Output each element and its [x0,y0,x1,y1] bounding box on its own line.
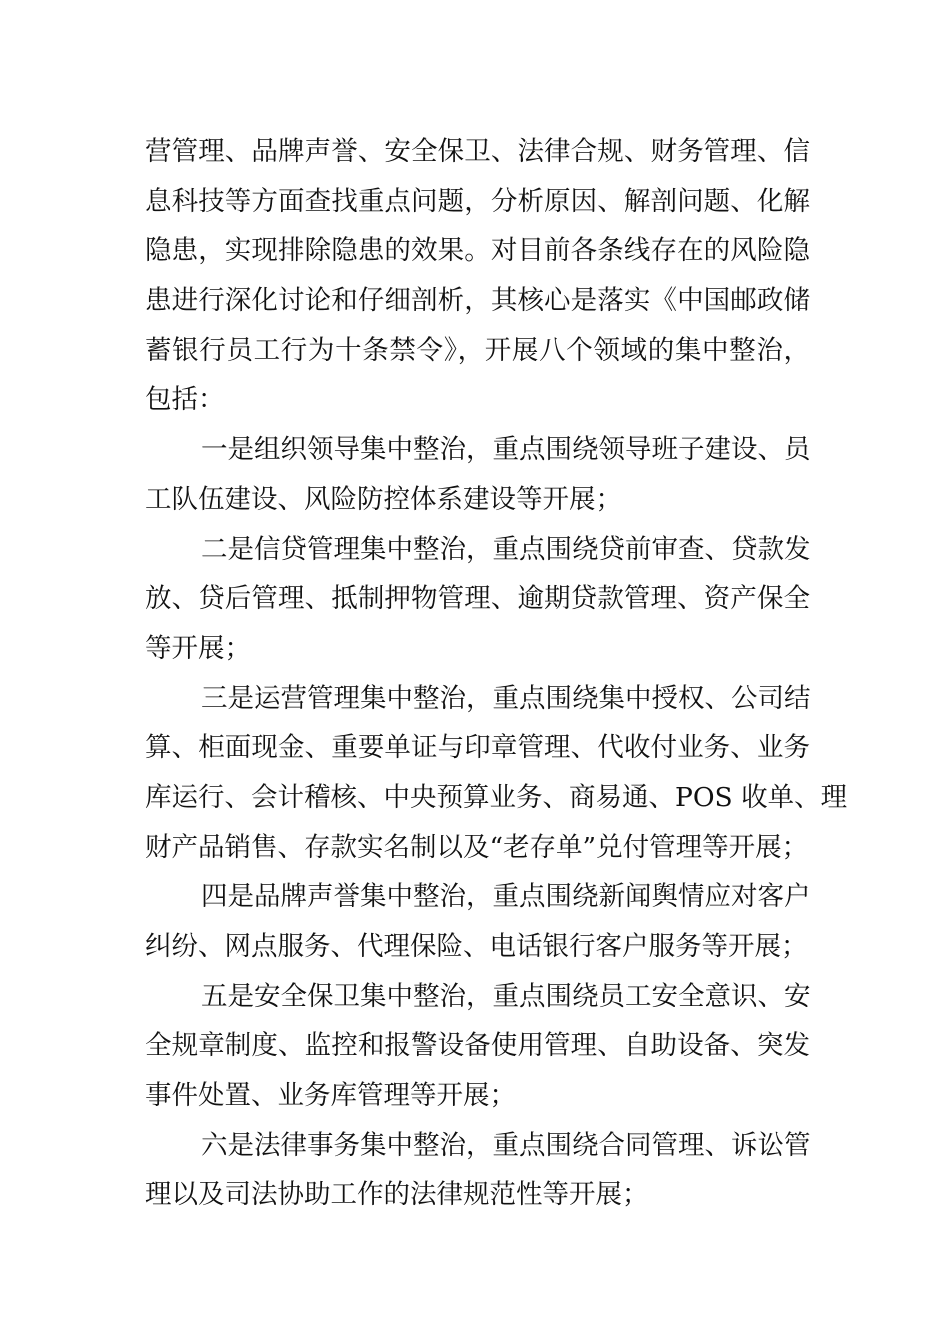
text-line: 患进行深化讨论和仔细剖析，其核心是落实《中国邮政储 [145,285,810,317]
text-line: 营管理、品牌声誉、安全保卫、法律合规、财务管理、信 [145,136,810,167]
paragraph-6-line: 理以及司法协助工作的法律规范性等开展； [145,1179,649,1211]
paragraph-5-line: 全规章制度、监控和报警设备使用管理、自助设备、突发 [145,1030,810,1062]
paragraph-2-line: 等开展； [145,632,251,664]
paragraph-3-line: 三是运营管理集中整治，重点围绕集中授权、公司结 [201,682,811,714]
paragraph-1-line: 工队伍建设、风险防控体系建设等开展； [145,483,622,515]
document-body [145,127,848,1220]
paragraph-6-line: 六是法律事务集中整治，重点围绕合同管理、诉讼管 [201,1129,811,1161]
paragraph-3-line: 财产品销售、存款实名制以及“老存单”兑付管理等开展； [145,831,809,863]
paragraph-3-line: 库运行、会计稽核、中央预算业务、商易通、POS 收单、理 [145,781,848,813]
paragraph-4-line: 纠纷、网点服务、代理保险、电话银行客户服务等开展； [145,931,808,962]
text-line: 蓄银行员工行为十条禁令》，开展八个领域的集中整治， [145,334,810,366]
paragraph-4-line: 四是品牌声誉集中整治，重点围绕新闻舆情应对客户 [201,881,811,913]
paragraph-5-line: 事件处置、业务库管理等开展； [145,1080,516,1112]
text-line: 隐患，实现排除隐患的效果。对目前各条线存在的风险隐 [145,235,810,267]
paragraph-2-line: 二是信贷管理集中整治，重点围绕贷前审查、贷款发 [201,533,811,565]
paragraph-5-line: 五是安全保卫集中整治，重点围绕员工安全意识、安 [201,980,811,1012]
paragraph-3-line: 算、柜面现金、重要单证与印章管理、代收付业务、业务 [145,732,810,764]
text-line: 息科技等方面查找重点问题，分析原因、解剖问题、化解 [145,185,810,217]
text-line: 包括： [145,384,225,416]
paragraph-1-line: 一是组织领导集中整治，重点围绕领导班子建设、员 [201,434,811,466]
paragraph-2-line: 放、贷后管理、抵制押物管理、逾期贷款管理、资产保全 [145,583,810,615]
